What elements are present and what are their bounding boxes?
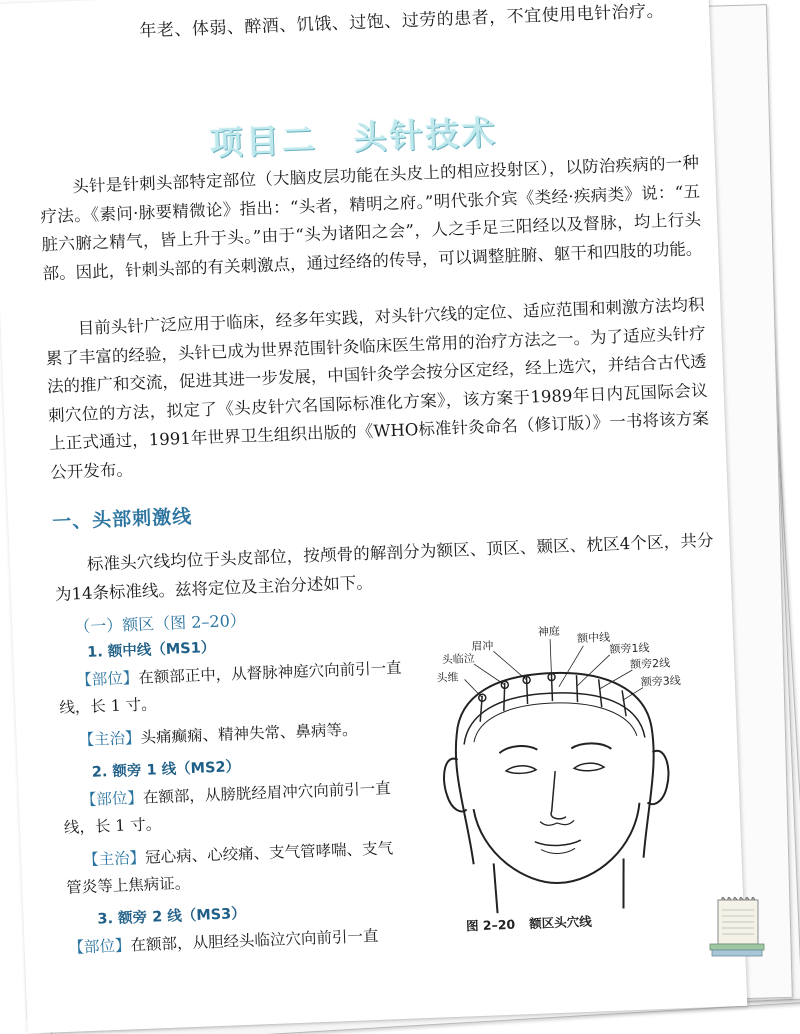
indication-text: 管炎等上焦病证。 xyxy=(65,874,191,897)
item-heading-ms3: 3. 额旁 2 线（MS3） xyxy=(97,905,247,928)
label-shenting: 神庭 xyxy=(537,624,561,639)
left-column xyxy=(56,601,419,962)
item-heading-ms2: 2. 额旁 1 线（MS2） xyxy=(91,759,241,781)
indication-text: 头痛癫痫、精神失常、鼻病等。 xyxy=(140,720,358,747)
location-text: 在额部，从胆经头临泣穴向前引一直 xyxy=(130,926,379,955)
item-heading-ms1: 1. 额中线（MS1） xyxy=(86,639,216,661)
notebook-icon xyxy=(700,890,770,960)
location-text: 在额部，从膀胱经眉冲穴向前引一直 xyxy=(142,779,392,807)
indication-tag: 【主治】 xyxy=(78,728,141,750)
label-touwei: 头维 xyxy=(436,670,459,685)
item-indication-block xyxy=(65,834,417,901)
indication-tag: 【主治】 xyxy=(82,848,146,870)
project-title: 项目二 头针技术 xyxy=(209,112,499,163)
indication-text: 冠心病、心绞痛、支气管哮喘、支气 xyxy=(144,839,394,867)
location-text: 在额部正中，从督脉神庭穴向前引一直 xyxy=(137,658,402,687)
location-tag: 【部位】 xyxy=(75,668,139,690)
top-line-text: 年老、体弱、醉酒、饥饿、过饱、过劳的患者，不宜使用电针治疗。 xyxy=(139,1,665,42)
figure-title: 额区头穴线 xyxy=(528,913,592,932)
subsection-heading: （一）额区（图 2–20） xyxy=(73,610,247,637)
paragraph-text: 头针是针刺头部特定部位（大脑皮层功能在头皮上的相应投射区），以防治疾病的一种疗法。《素问·脉要精微论》指出：“头者，精明之府。”明代张介宾《类经·疾病类》说：“五脏六腑之精气，皆上升于头。”由于“头为诸阳之会”，人之手足三阳经以及督脉，均上行头部。因此，针刺头部的有关刺激点，通过经络的传导，可以调整脏腑、躯干和四肢的功能。 xyxy=(40,153,703,283)
paragraph-text: 目前头针广泛应用于临床，经多年实践，对头针穴线的定位、适应范围和刺激方法均积累了丰富的经验，头针已成为世界范围针灸临床医生常用的治疗方法之一。为了适应头针疗法的推广和交流，促进其进一步发展，中国针灸学会按分区定经，经上选穴，并结合古代透刺穴位的方法，拟定了《头皮针穴名国际标准化方案》，该方案于1989年日内瓦国际会议上正式通过，1991年世界卫生组织出版的《WHO标准针灸命名（修订版）》一书将该方案公开发布。 xyxy=(45,294,710,482)
label-epang2: 额旁2线 xyxy=(629,656,671,672)
figure-number: 图 2–20 xyxy=(465,916,516,934)
location-tag: 【部位】 xyxy=(68,936,131,957)
location-text: 线，长 1 寸。 xyxy=(59,695,157,717)
label-ezhongxian: 额中线 xyxy=(576,630,611,646)
figure-caption xyxy=(466,912,592,935)
location-tag: 【部位】 xyxy=(80,788,144,810)
paragraph-text: 标准头穴线均位于头皮部位，按颅骨的解剖分为额区、顶区、颞区、枕区4个区，共分为14条标准线。兹将定位及主治分述如下。 xyxy=(54,530,714,604)
label-epang3: 额旁3线 xyxy=(640,674,682,689)
paragraph-section-intro xyxy=(53,527,715,609)
paragraph-history xyxy=(44,291,710,487)
section-heading: 一、头部刺激线 xyxy=(51,505,193,534)
label-toulinqi: 头临泣 xyxy=(441,652,476,667)
label-meichong: 眉冲 xyxy=(471,639,494,654)
location-text: 线，长 1 寸。 xyxy=(63,815,162,837)
paragraph-intro xyxy=(39,149,703,288)
head-illustration xyxy=(405,615,716,916)
head-acupoint-figure xyxy=(405,615,717,946)
label-epang1: 额旁1线 xyxy=(609,641,650,656)
